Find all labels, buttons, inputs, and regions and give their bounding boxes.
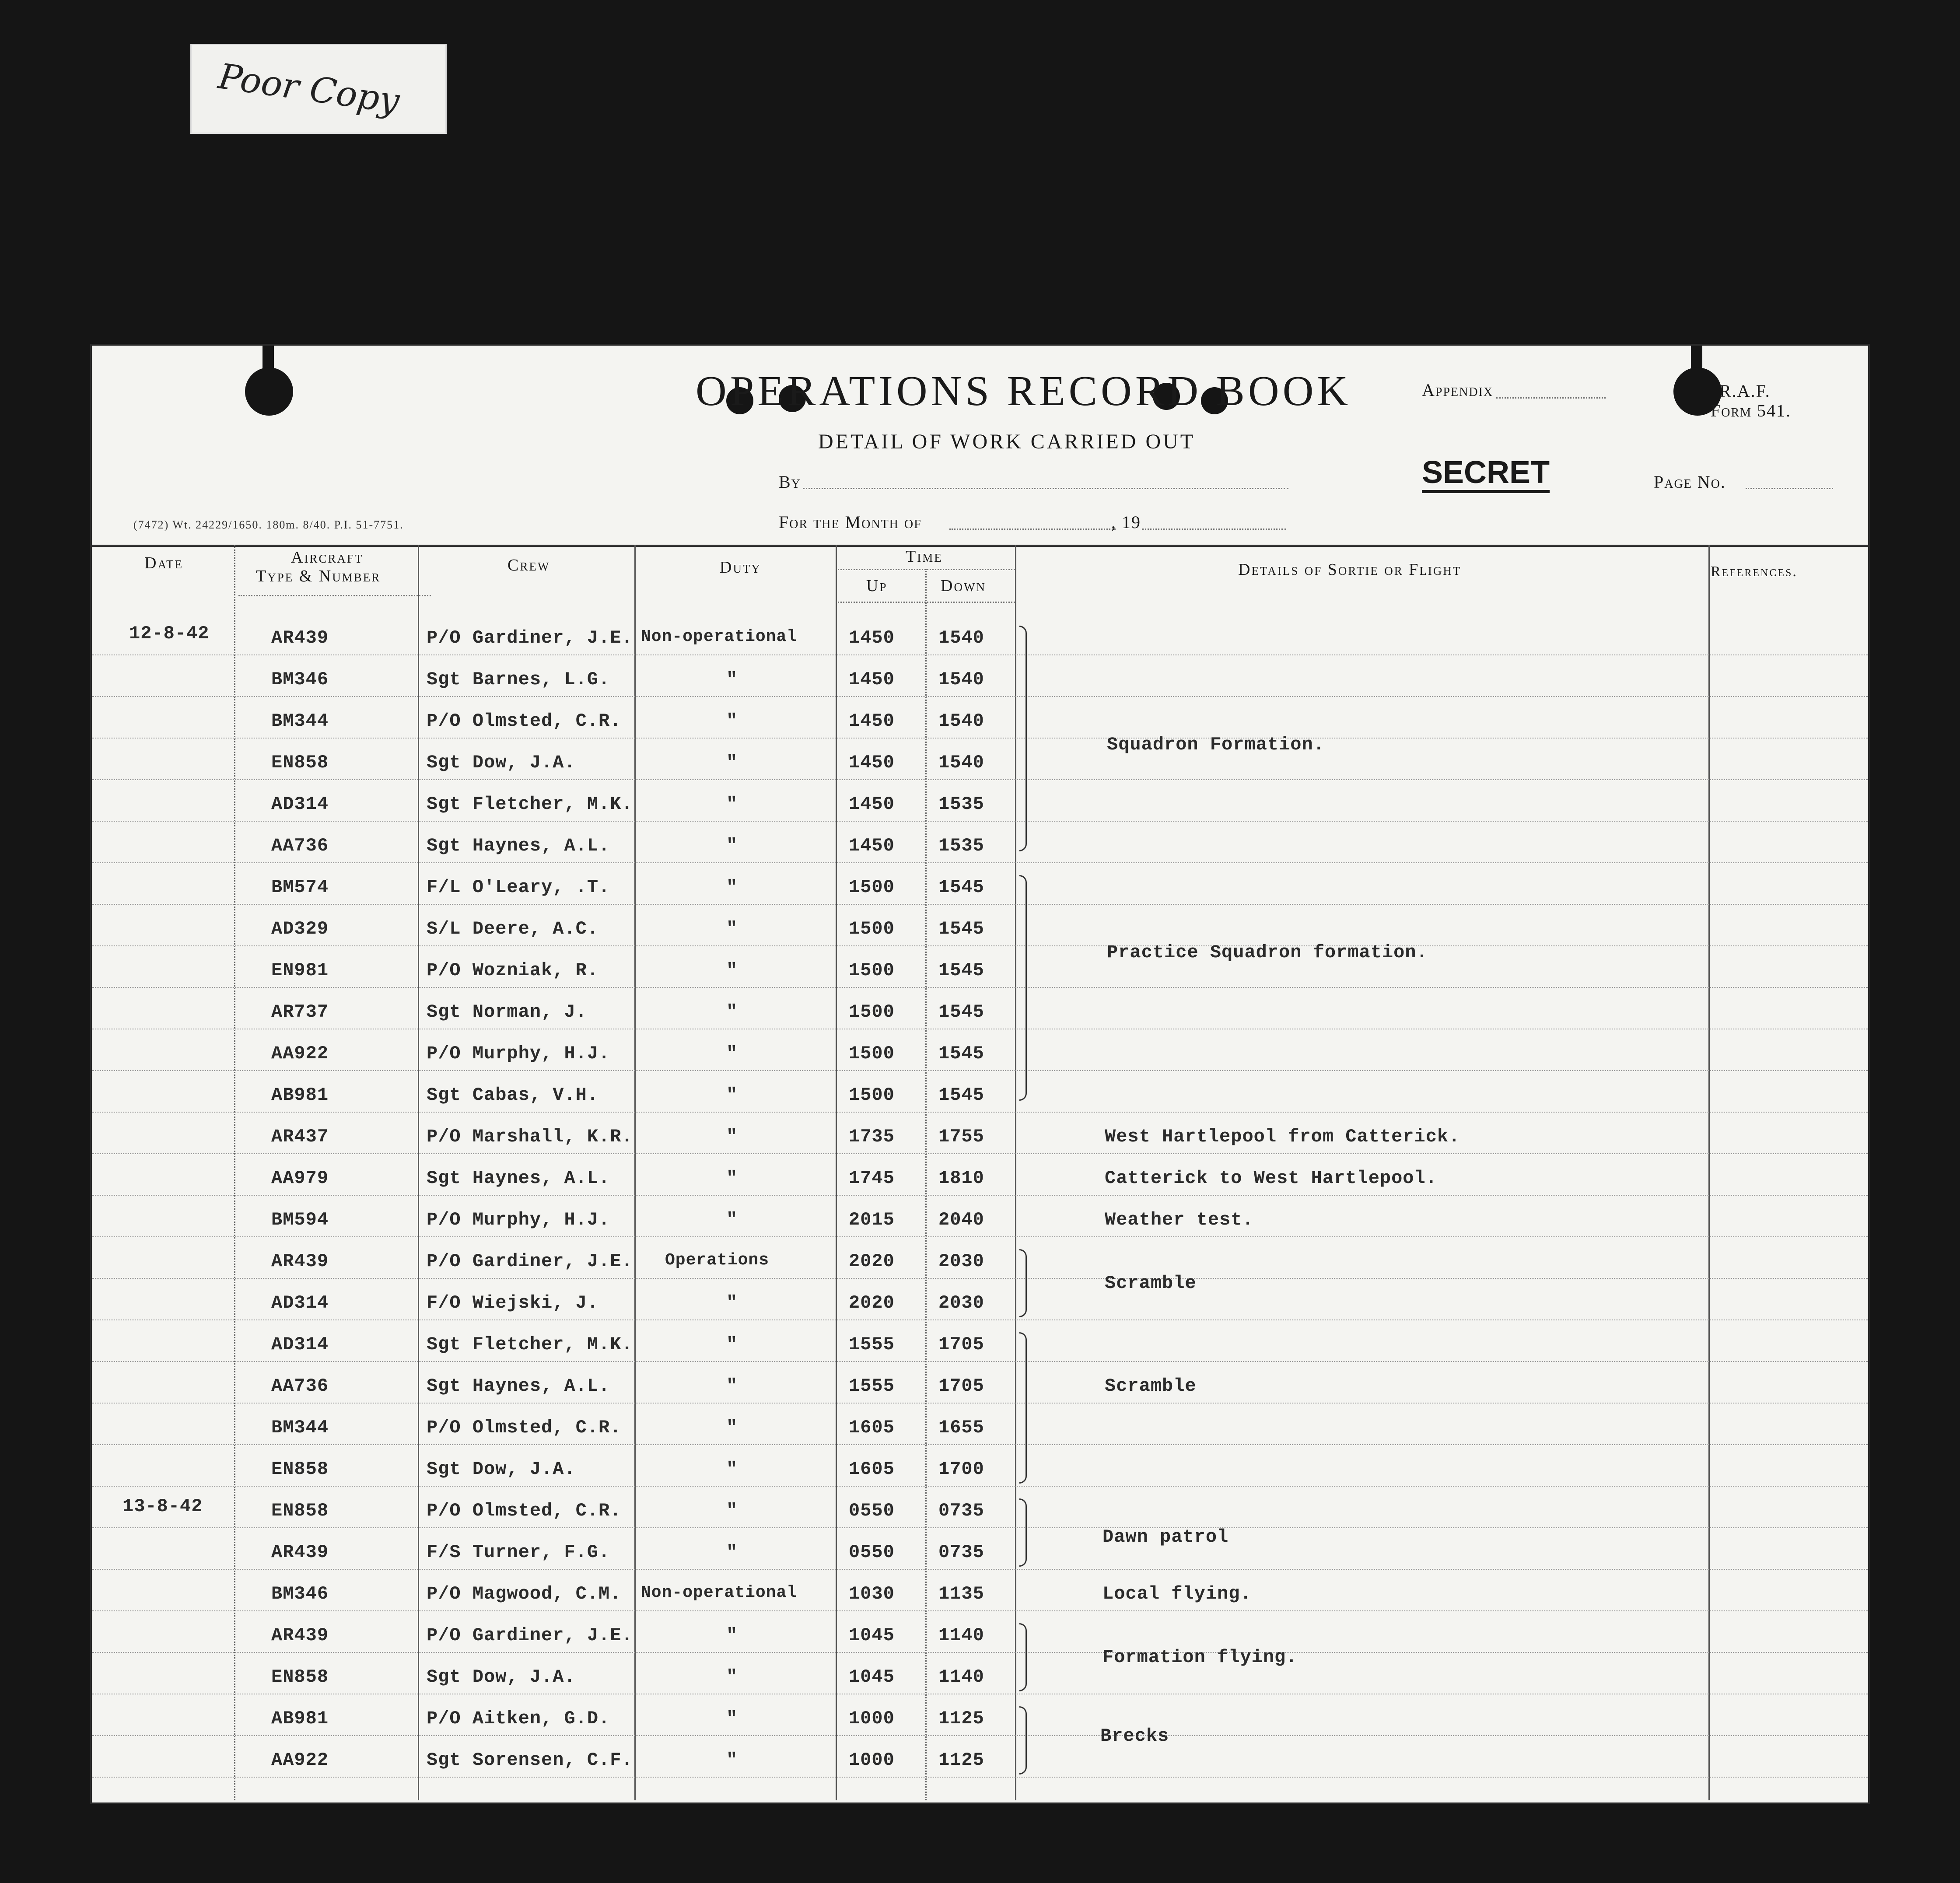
time-up-cell: 1450 [849,752,895,773]
row-rule [92,1527,1868,1528]
duty-cell: " [726,1292,738,1313]
col-divider [634,545,636,1800]
time-up-cell: 1450 [849,627,895,648]
row-rule [92,1777,1868,1778]
aircraft-cell: BM344 [271,1417,329,1438]
crew-cell: Sgt Haynes, A.L. [427,1168,610,1189]
col-divider [925,569,927,1800]
time-down-cell: 1125 [938,1708,984,1729]
row-rule [92,654,1868,655]
time-down-cell: 1545 [938,960,984,981]
time-up-cell: 1605 [849,1459,895,1480]
form-number: Form 541. [1711,401,1792,420]
duty-cell: " [726,1376,738,1396]
row-rule [92,1070,1868,1071]
sortie-detail: Scramble [1105,1376,1197,1396]
date-cell: 13-8-42 [122,1496,203,1517]
sortie-detail: Dawn patrol [1102,1526,1229,1547]
by-label: By [779,472,801,492]
aircraft-cell: AR439 [271,1251,329,1272]
time-up-cell: 0550 [849,1542,895,1563]
sortie-detail: Weather test. [1105,1209,1254,1230]
time-down-cell: 1700 [938,1459,984,1480]
aircraft-cell: AR439 [271,1625,329,1646]
row-rule [92,987,1868,988]
time-down-cell: 1655 [938,1417,984,1438]
aircraft-cell: AD314 [271,1334,329,1355]
crew-cell: P/O Olmsted, C.R. [427,1417,622,1438]
row-rule [92,945,1868,946]
time-up-cell: 0550 [849,1500,895,1521]
duty-cell: " [726,1708,738,1729]
col-header-date: Date [144,554,183,572]
duty-cell: " [726,1001,738,1022]
crew-cell: P/O Magwood, C.M. [427,1583,622,1604]
col-divider [1015,545,1016,1800]
duty-cell: " [726,1085,738,1106]
poor-copy-label [190,44,447,134]
time-up-cell: 2020 [849,1251,895,1272]
time-up-cell: 1450 [849,835,895,856]
sortie-detail: Local flying. [1102,1583,1252,1604]
group-brace [1019,1332,1027,1484]
duty-cell: " [726,1043,738,1064]
group-brace [1019,1623,1027,1691]
form-subtitle: DETAIL OF WORK CARRIED OUT [818,430,1196,453]
time-up-cell: 1450 [849,794,895,815]
duty-cell: " [726,1334,738,1355]
poor-copy-handwriting [192,45,445,133]
duty-cell: " [726,1500,738,1521]
operations-record-sheet [92,346,1868,1802]
appendix-line [1496,397,1606,399]
time-down-cell: 2030 [938,1251,984,1272]
col-divider [418,545,419,1800]
time-up-cell: 1045 [849,1625,895,1646]
time-down-cell: 1135 [938,1583,984,1604]
time-down-cell: 2030 [938,1292,984,1313]
crew-cell: Sgt Haynes, A.L. [427,835,610,856]
col-header-down: Down [941,577,986,595]
crew-cell: Sgt Fletcher, M.K. [427,794,633,815]
duty-cell: Operations [665,1251,770,1270]
col-divider [1708,545,1710,1800]
group-brace [1019,1249,1027,1317]
time-up-cell: 1000 [849,1708,895,1729]
col-header-references: References. [1711,564,1798,580]
time-down-cell: 0735 [938,1500,984,1521]
crew-cell: S/L Deere, A.C. [427,918,599,939]
duty-cell: " [726,794,738,815]
time-down-cell: 1540 [938,669,984,690]
row-rule [92,1112,1868,1113]
year-line [1142,528,1286,530]
duty-cell: " [726,669,738,690]
raf-label: R.A.F. [1719,381,1771,401]
aircraft-cell: AA922 [271,1043,329,1064]
col-header-aircraft: Aircraft [291,548,364,567]
time-down-cell: 1545 [938,1001,984,1022]
sortie-detail: Practice Squadron formation. [1107,942,1428,963]
aircraft-cell: BM346 [271,669,329,690]
aircraft-cell: AR439 [271,627,329,648]
time-down-cell: 2040 [938,1209,984,1230]
crew-cell: Sgt Fletcher, M.K. [427,1334,633,1355]
group-brace [1019,1498,1027,1567]
row-rule [92,1195,1868,1196]
row-rule [92,821,1868,822]
col-header-details: Details of Sortie or Flight [1238,560,1462,579]
time-up-cell: 1450 [849,710,895,732]
col-header-up: Up [866,577,888,595]
col-header-crew: Crew [508,556,550,574]
time-down-cell: 1540 [938,710,984,732]
row-rule [92,696,1868,697]
row-rule [92,862,1868,863]
col-divider [836,545,837,1800]
col-header-time: Time [906,547,943,566]
time-up-cell: 1605 [849,1417,895,1438]
time-down-cell: 1545 [938,1085,984,1106]
binder-hole-left [245,368,293,416]
row-rule [92,1652,1868,1653]
duty-cell: Non-operational [641,627,798,646]
by-line [803,488,1288,489]
aircraft-cell: AA979 [271,1168,329,1189]
duty-cell: " [726,1750,738,1771]
svg-text:Poor Copy: Poor Copy [216,56,402,122]
aircraft-cell: EN981 [271,960,329,981]
aircraft-cell: AR437 [271,1126,329,1147]
time-down-cell: 0735 [938,1542,984,1563]
sortie-detail: Formation flying. [1102,1647,1298,1668]
duty-cell: " [726,1459,738,1480]
group-brace [1019,875,1027,1101]
crew-cell: P/O Olmsted, C.R. [427,1500,622,1521]
time-down-cell: 1540 [938,752,984,773]
duty-cell: " [726,960,738,981]
crew-cell: F/L O'Leary, .T. [427,877,610,898]
aircraft-cell: BM346 [271,1583,329,1604]
time-down-cell: 1545 [938,1043,984,1064]
time-up-cell: 1000 [849,1750,895,1771]
crew-cell: P/O Gardiner, J.E. [427,1251,633,1272]
aircraft-cell: BM594 [271,1209,329,1230]
time-up-cell: 1745 [849,1168,895,1189]
time-up-cell: 1045 [849,1666,895,1687]
time-up-cell: 1500 [849,1043,895,1064]
col-header-duty: Duty [720,558,761,577]
sortie-detail: Brecks [1100,1726,1169,1746]
aircraft-cell: EN858 [271,1459,329,1480]
time-up-cell: 1500 [849,1085,895,1106]
year-label: , 19 [1111,512,1141,532]
time-up-cell: 1500 [849,877,895,898]
aircraft-cell: AD314 [271,794,329,815]
duty-cell: " [726,1666,738,1687]
time-up-cell: 1735 [849,1126,895,1147]
time-up-cell: 1555 [849,1376,895,1396]
time-up-cell: 1555 [849,1334,895,1355]
crew-cell: Sgt Haynes, A.L. [427,1376,610,1396]
row-rule [92,1361,1868,1362]
aircraft-cell: AR439 [271,1542,329,1563]
time-down-cell: 1535 [938,794,984,815]
duty-cell: " [726,918,738,939]
time-down-cell: 1705 [938,1376,984,1396]
row-rule [92,1236,1868,1237]
duty-cell: " [726,1168,738,1189]
crew-cell: F/O Wiejski, J. [427,1292,599,1313]
date-cell: 12-8-42 [129,623,210,644]
aircraft-cell: AA922 [271,1750,329,1771]
form-title: OPERATIONS RECORD BOOK [696,368,1352,415]
time-down-cell: 1545 [938,877,984,898]
aircraft-header-underline [238,595,431,596]
appendix-label: Appendix [1422,380,1494,400]
aircraft-cell: AB981 [271,1708,329,1729]
time-down-cell: 1535 [938,835,984,856]
crew-cell: Sgt Dow, J.A. [427,1459,576,1480]
aircraft-cell: EN858 [271,1500,329,1521]
crew-cell: Sgt Sorensen, C.F. [427,1750,633,1771]
duty-cell: " [726,1417,738,1438]
duty-cell: " [726,710,738,732]
time-down-cell: 1705 [938,1334,984,1355]
group-brace [1019,626,1027,851]
duty-cell: " [726,752,738,773]
time-up-cell: 1500 [849,918,895,939]
month-label: For the Month of [779,512,922,532]
page-number-label: Page No. [1654,472,1726,492]
crew-cell: P/O Marshall, K.R. [427,1126,633,1147]
crew-cell: P/O Aitken, G.D. [427,1708,610,1729]
time-up-cell: 1500 [849,1001,895,1022]
time-down-cell: 1140 [938,1666,984,1687]
aircraft-cell: AR737 [271,1001,329,1022]
sortie-detail: Scramble [1105,1273,1197,1294]
duty-cell: " [726,1625,738,1646]
row-rule [92,1278,1868,1279]
crew-cell: P/O Gardiner, J.E. [427,627,633,648]
crew-cell: Sgt Dow, J.A. [427,752,576,773]
row-rule [92,1153,1868,1154]
sortie-detail: West Hartlepool from Catterick. [1105,1126,1460,1147]
col-header-aircraft-type: Type & Number [256,567,381,585]
secret-stamp: SECRET [1422,455,1550,493]
group-brace [1019,1706,1027,1774]
print-reference: (7472) Wt. 24229/1650. 180m. 8/40. P.I. 51-7751. [133,518,404,531]
row-rule [92,1735,1868,1736]
crew-cell: P/O Olmsted, C.R. [427,710,622,732]
crew-cell: Sgt Barnes, L.G. [427,669,610,690]
row-rule [92,904,1868,905]
crew-cell: F/S Turner, F.G. [427,1542,610,1563]
aircraft-cell: BM574 [271,877,329,898]
aircraft-cell: AA736 [271,835,329,856]
aircraft-cell: EN858 [271,752,329,773]
row-rule [92,1610,1868,1611]
crew-cell: P/O Wozniak, R. [427,960,599,981]
time-down-cell: 1140 [938,1625,984,1646]
aircraft-cell: AD329 [271,918,329,939]
time-up-cell: 1500 [849,960,895,981]
duty-cell: " [726,1209,738,1230]
row-rule [92,1486,1868,1487]
time-up-cell: 1030 [849,1583,895,1604]
duty-cell: " [726,1126,738,1147]
month-line [949,528,1116,530]
aircraft-cell: BM344 [271,710,329,732]
duty-cell: Non-operational [641,1583,798,1602]
duty-cell: " [726,1542,738,1563]
duty-cell: " [726,877,738,898]
row-rule [92,779,1868,780]
aircraft-cell: AA736 [271,1376,329,1396]
time-up-cell: 2020 [849,1292,895,1313]
time-down-cell: 1545 [938,918,984,939]
time-down-cell: 1810 [938,1168,984,1189]
time-down-cell: 1125 [938,1750,984,1771]
sortie-detail: Catterick to West Hartlepool. [1105,1168,1437,1189]
time-down-cell: 1755 [938,1126,984,1147]
crew-cell: Sgt Norman, J. [427,1001,587,1022]
time-down-cell: 1540 [938,627,984,648]
crew-cell: Sgt Dow, J.A. [427,1666,576,1687]
header-top-rule [92,545,1868,547]
page-number-line [1746,488,1833,489]
crew-cell: P/O Murphy, H.J. [427,1043,610,1064]
row-rule [92,1569,1868,1570]
col-divider [234,545,235,1800]
aircraft-cell: AD314 [271,1292,329,1313]
crew-cell: P/O Gardiner, J.E. [427,1625,633,1646]
time-up-cell: 1450 [849,669,895,690]
crew-cell: P/O Murphy, H.J. [427,1209,610,1230]
aircraft-cell: EN858 [271,1666,329,1687]
aircraft-cell: AB981 [271,1085,329,1106]
row-rule [92,1444,1868,1445]
time-up-cell: 2015 [849,1209,895,1230]
sortie-detail: Squadron Formation. [1107,734,1325,755]
row-rule [92,1403,1868,1404]
duty-cell: " [726,835,738,856]
crew-cell: Sgt Cabas, V.H. [427,1085,599,1106]
